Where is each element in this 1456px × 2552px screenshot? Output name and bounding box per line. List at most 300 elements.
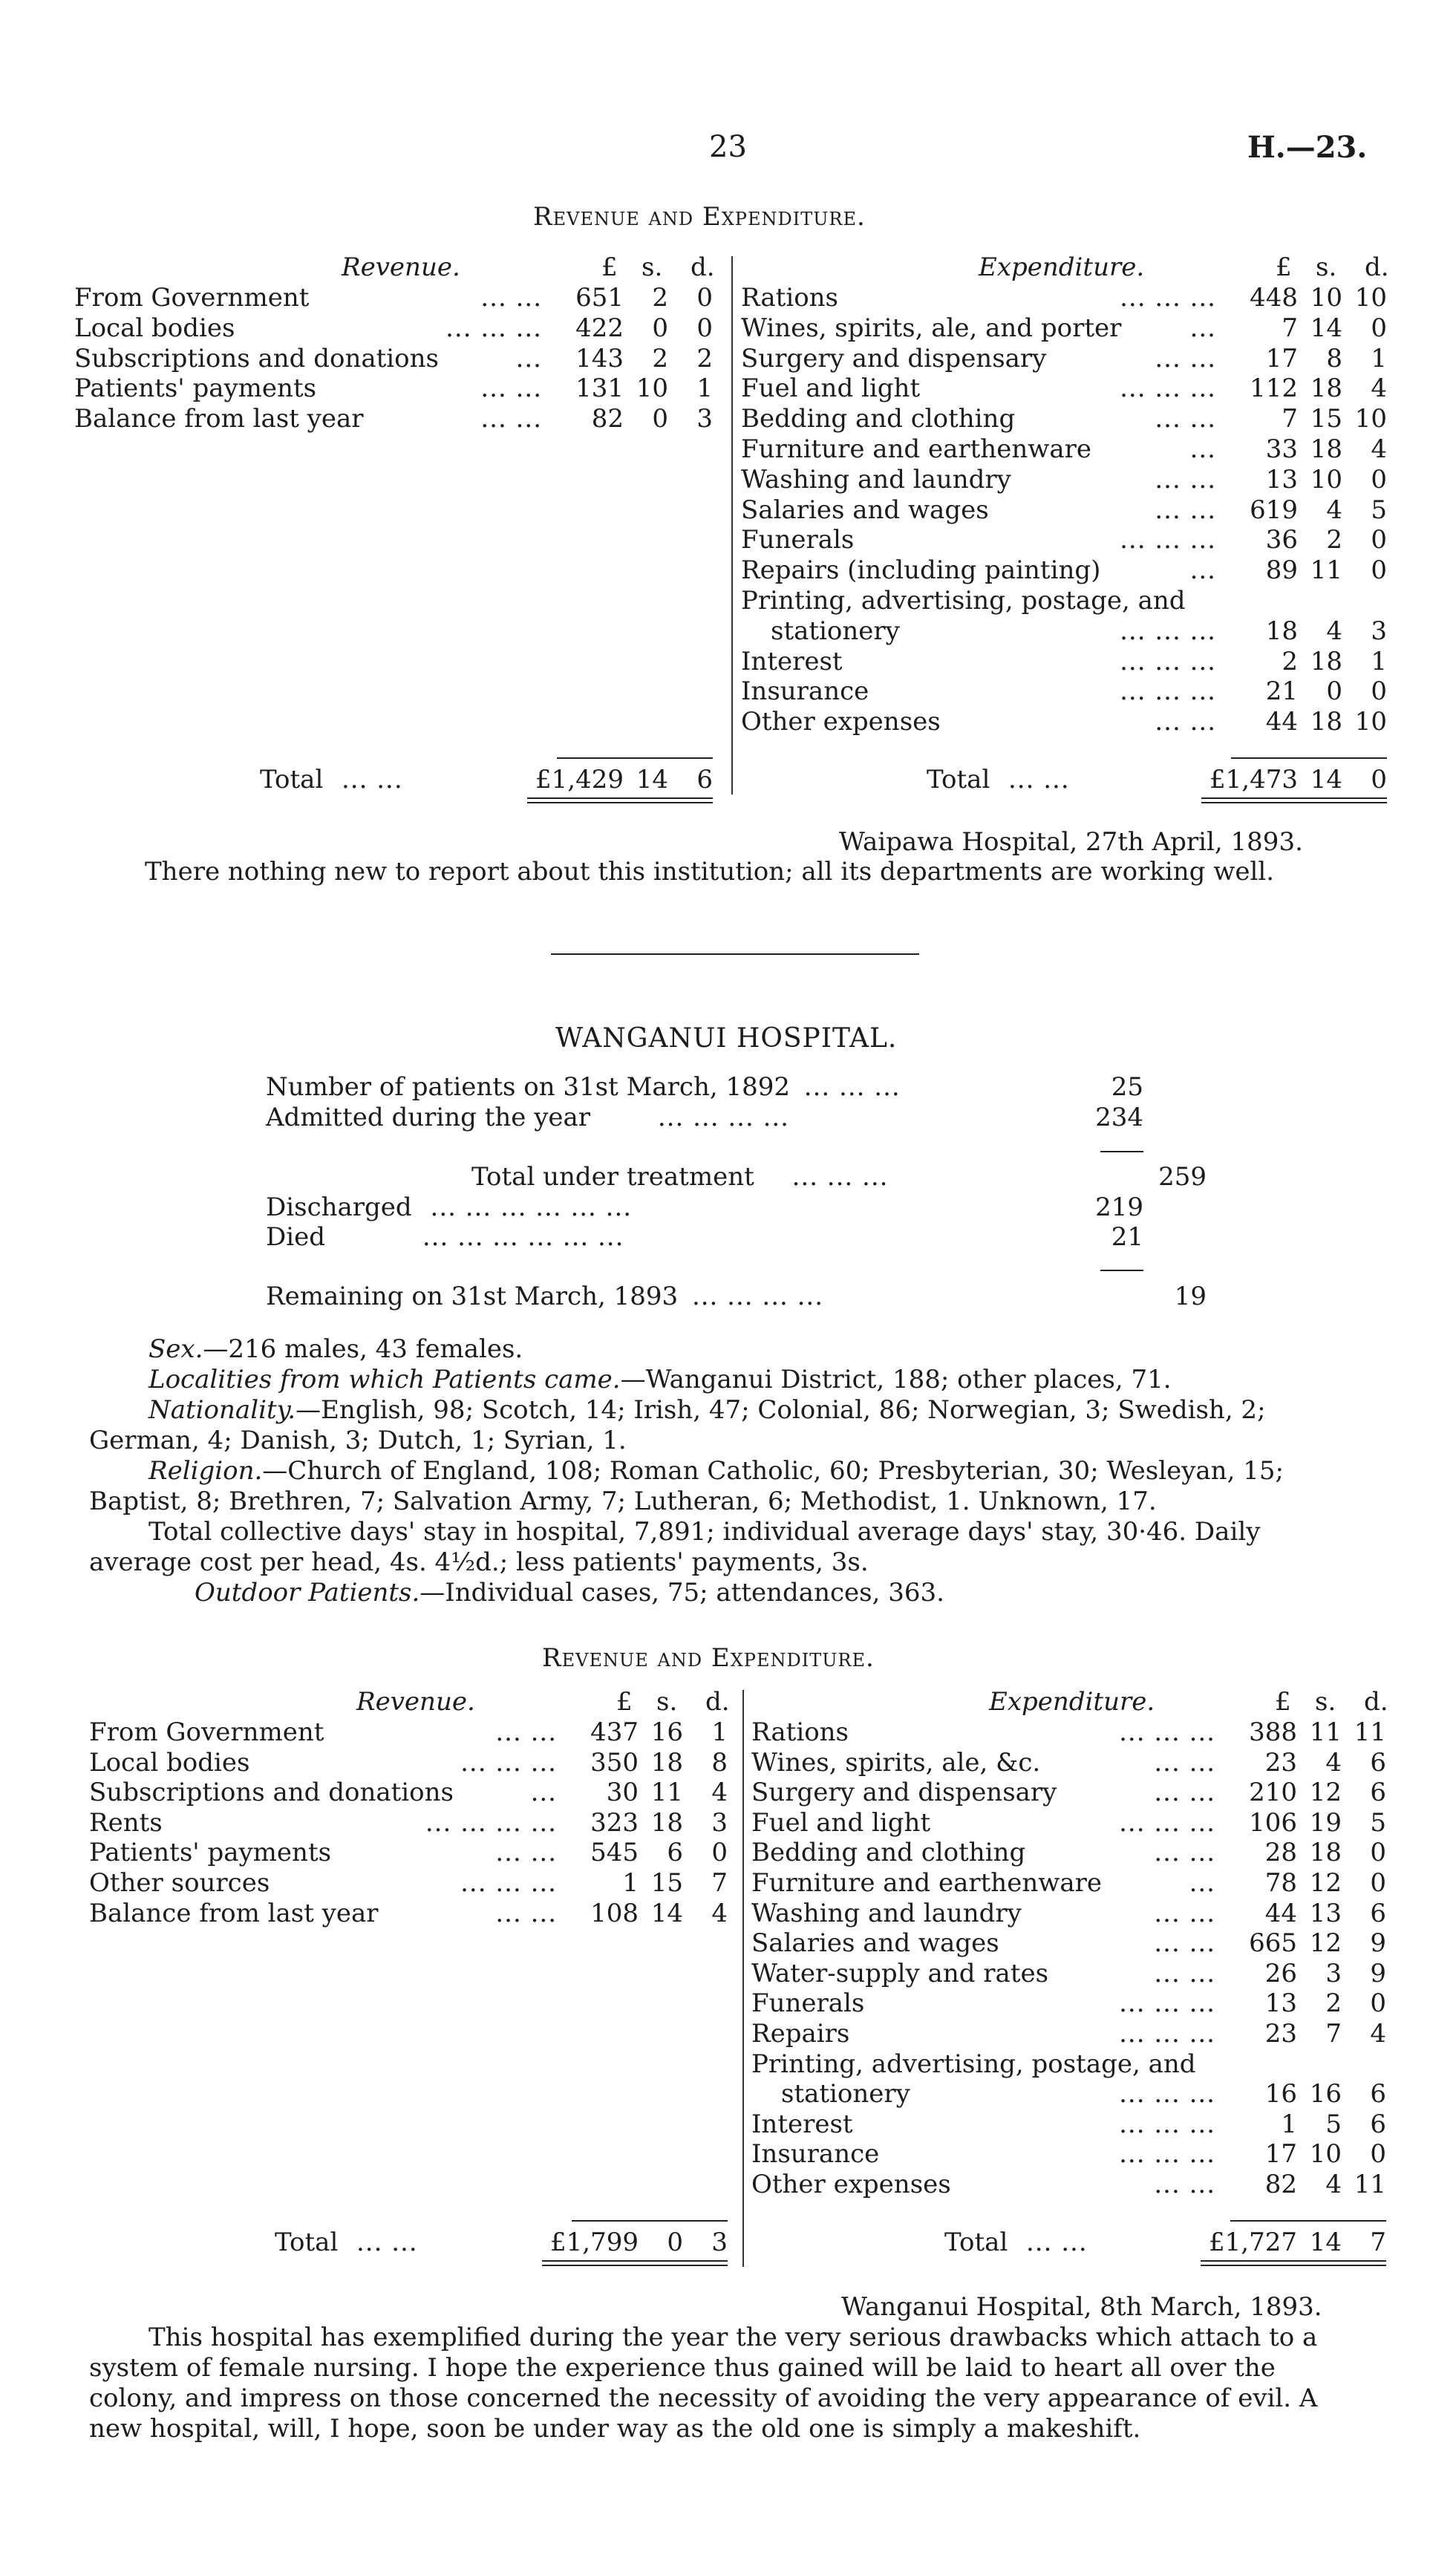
amount-pounds: 350 [590, 1747, 639, 1778]
amount-pounds: 13 [1265, 464, 1298, 495]
expenditure-heading: Expenditure. [979, 252, 1145, 282]
row-leader-dots: ... ... [1155, 464, 1216, 495]
amount-shillings: 12 [1309, 1868, 1342, 1898]
table-row [751, 2109, 1397, 2139]
waipawa-revenue-table [74, 252, 728, 802]
amount-pounds: 388 [1249, 1717, 1297, 1747]
column-header-pound: £ [616, 1687, 633, 1717]
row-leader-dots: ... [1189, 434, 1216, 464]
table-row [741, 313, 1394, 343]
revenue-heading: Revenue. [342, 252, 460, 282]
amount-shillings: 18 [1310, 707, 1342, 737]
amount-pence: 0 [1370, 1988, 1386, 2019]
amount-pence: 5 [1370, 1807, 1386, 1838]
table-row [751, 2019, 1397, 2049]
amount-shillings: 3 [1325, 1958, 1342, 1988]
total-double-rule [1201, 2265, 1386, 2266]
row-label: Balance from last year [89, 1898, 379, 1928]
row-leader-dots: ... ... [495, 1838, 557, 1868]
amount-shillings: 0 [1326, 676, 1342, 707]
total-pounds: £1,799 [550, 2228, 639, 2257]
row-label: Interest [741, 646, 843, 676]
total-double-rule [527, 802, 713, 803]
amount-shillings: 15 [1310, 404, 1342, 434]
amount-shillings: 4 [1326, 495, 1342, 525]
total-double-rule [542, 2265, 728, 2266]
wanganui-column-divider [742, 1690, 744, 2267]
row-label: Fuel and light [751, 1807, 931, 1838]
total-leader-dots: ... ... [1026, 2228, 1088, 2257]
row-leader-dots: ... ... ... [1119, 2139, 1215, 2170]
amount-pence: 4 [711, 1778, 728, 1808]
table-row [741, 434, 1394, 464]
amount-pounds: 28 [1264, 1838, 1297, 1868]
amount-shillings: 12 [1309, 1778, 1342, 1808]
row-label: Subscriptions and donations [89, 1778, 454, 1808]
page-number: 23 [709, 130, 747, 164]
amount-pounds: 143 [575, 343, 624, 373]
row-label: Repairs (including painting) [741, 555, 1101, 586]
amount-pence: 0 [1371, 525, 1387, 555]
amount-pence: 3 [696, 404, 713, 434]
table-row [751, 1928, 1397, 1958]
amount-pounds: 44 [1264, 1898, 1297, 1928]
total-label: Total [275, 2228, 339, 2257]
amount-pence: 2 [696, 343, 713, 373]
table-row [751, 1868, 1397, 1898]
table-row [751, 1988, 1397, 2018]
row-leader-dots: ... ... ... [1119, 2079, 1215, 2109]
amount-shillings: 10 [1309, 2139, 1342, 2170]
row-leader-dots: ... ... ... [1120, 616, 1216, 646]
amount-pounds: 323 [590, 1807, 639, 1838]
amount-pounds: 651 [575, 283, 624, 313]
column-header-s: s. [1316, 252, 1337, 282]
row-label: Insurance [751, 2139, 880, 2170]
waipawa-revenue-header [74, 252, 728, 282]
table-row [741, 555, 1394, 585]
stat-remaining: Remaining on 31st March, 1893 ... ... ... ... [266, 1282, 824, 1311]
row-leader-dots: ... ... [1154, 2170, 1215, 2199]
amount-shillings: 18 [1310, 373, 1342, 404]
table-row [74, 313, 728, 343]
amount-shillings: 16 [1309, 2079, 1342, 2109]
row-leader-dots: ... ... [495, 1898, 557, 1928]
row-leader-dots: ... ... ... [445, 313, 542, 343]
wanganui-signoff: Wanganui Hospital, 8th March, 1893. [841, 2292, 1322, 2322]
row-leader-dots: ... [515, 343, 542, 373]
row-leader-dots: ... ... [1155, 404, 1216, 434]
amount-pence: 0 [711, 1838, 728, 1868]
para-outdoor: Outdoor Patients.—Individual cases, 75; attendances, 363. [195, 1578, 944, 1608]
amount-shillings: 4 [1325, 1747, 1342, 1778]
wanganui-expenditure-table [751, 1687, 1397, 2274]
row-label: Other expenses [741, 707, 941, 737]
total-leader-dots: ... ... [342, 765, 403, 794]
amount-shillings: 6 [667, 1838, 683, 1868]
table-row [741, 647, 1394, 676]
row-label: Furniture and earthenware [751, 1868, 1102, 1898]
amount-shillings: 4 [1325, 2170, 1342, 2199]
row-label: Patients' payments [89, 1838, 332, 1868]
row-leader-dots: ... ... ... [460, 1868, 557, 1898]
amount-pence: 6 [1370, 2079, 1386, 2109]
amount-pounds: 437 [590, 1717, 639, 1747]
sum-rule [1230, 2220, 1386, 2222]
row-leader-dots: ... ... ... [1120, 525, 1216, 555]
amount-shillings: 18 [650, 1807, 683, 1838]
amount-shillings: 18 [1310, 646, 1342, 676]
amount-pence: 9 [1370, 1958, 1386, 1988]
sum-rule [1231, 757, 1387, 759]
row-leader-dots: ... ... [1155, 707, 1216, 737]
table-row [89, 1808, 735, 1838]
total-label: Total [927, 765, 990, 794]
row-label: stationery [771, 616, 900, 646]
amount-pence: 11 [1354, 2170, 1386, 2199]
amount-pounds: 30 [606, 1778, 639, 1808]
amount-shillings: 7 [1325, 2019, 1342, 2049]
waipawa-signoff: Waipawa Hospital, 27th April, 1893. [839, 827, 1303, 857]
amount-pounds: 422 [575, 313, 624, 343]
amount-pounds: 23 [1264, 1747, 1297, 1778]
row-label: Surgery and dispensary [741, 343, 1047, 373]
amount-pounds: 1 [622, 1868, 639, 1898]
total-leader-dots: ... ... [1008, 765, 1070, 794]
amount-pounds: 2 [1282, 646, 1298, 676]
row-leader-dots: ... ... [1154, 1928, 1215, 1959]
amount-pounds: 448 [1250, 283, 1298, 313]
row-leader-dots: ... ... [1154, 1778, 1215, 1808]
revenue-total-row [74, 765, 728, 794]
amount-shillings: 4 [1326, 616, 1342, 646]
row-leader-dots: ... ... [495, 1717, 557, 1747]
total-pence: 3 [711, 2228, 728, 2257]
table-row [741, 676, 1394, 706]
amount-shillings: 11 [650, 1778, 683, 1808]
table-row [741, 283, 1394, 313]
row-label: Bedding and clothing [741, 404, 1016, 434]
amount-shillings: 10 [1310, 283, 1342, 313]
total-label: Total [260, 765, 324, 794]
row-label: Other sources [89, 1868, 270, 1898]
table-row [89, 1868, 735, 1898]
amount-shillings: 11 [1310, 555, 1342, 586]
total-shillings: 14 [1310, 765, 1342, 794]
amount-pounds: 82 [591, 404, 624, 434]
amount-shillings: 16 [650, 1717, 683, 1747]
table-row [741, 344, 1394, 373]
row-leader-dots: ... ... ... [460, 1747, 557, 1778]
amount-pounds: 21 [1265, 676, 1298, 707]
row-label: Rents [89, 1807, 163, 1838]
row-leader-dots: ... ... ... ... [425, 1807, 557, 1838]
wanganui-remark-1: This hospital has exemplified during the year the very serious drawbacks which attach to a [148, 2323, 1318, 2352]
para-nationality-cont: German, 4; Danish, 3; Dutch, 1; Syrian, 1. [89, 1426, 627, 1455]
amount-shillings: 14 [1310, 313, 1342, 343]
row-label: Furniture and earthenware [741, 434, 1091, 464]
stat-total-treatment-value: 259 [1158, 1162, 1207, 1192]
row-label: Insurance [741, 676, 869, 707]
row-label: Other expenses [751, 2170, 951, 2199]
amount-pounds: 26 [1264, 1958, 1297, 1988]
table-row [741, 707, 1394, 737]
amount-pounds: 36 [1265, 525, 1298, 555]
amount-pence: 3 [711, 1807, 728, 1838]
row-label: Washing and laundry [741, 464, 1011, 495]
row-label: Local bodies [74, 313, 235, 343]
row-label: Printing, advertising, postage, and [751, 2049, 1196, 2079]
row-label: Patients' payments [74, 373, 317, 404]
table-row [751, 2170, 1397, 2199]
amount-shillings: 18 [1309, 1838, 1342, 1868]
stat-patients-start: Number of patients on 31st March, 1892 ... ... ... [266, 1072, 901, 1102]
amount-pence: 0 [696, 313, 713, 343]
amount-pence: 4 [1370, 2019, 1386, 2049]
column-header-s: s. [642, 252, 663, 282]
total-double-rule [527, 797, 713, 799]
stat-remaining-value: 19 [1174, 1282, 1207, 1311]
table-row [751, 1808, 1397, 1838]
waipawa-column-divider [731, 256, 733, 794]
waipawa-remark: There nothing new to report about this institution; all its departments are working well. [145, 857, 1275, 887]
para-days-stay-cont: average cost per head, 4s. 4½d.; less patients' payments, 3s. [89, 1547, 869, 1577]
amount-pounds: 1 [1281, 2109, 1297, 2139]
row-label: Water-supply and rates [751, 1958, 1049, 1988]
table-row [741, 465, 1394, 495]
table-row [89, 1838, 735, 1867]
wanganui-table-caption: Revenue and Expenditure. [542, 1643, 875, 1673]
total-pence: 6 [696, 765, 713, 794]
row-label: Interest [751, 2109, 853, 2139]
wanganui-remark-2: system of female nursing. I hope the experience thus gained will be laid to heart all over the [89, 2353, 1276, 2383]
table-row [74, 373, 728, 403]
para-nationality: Nationality.—English, 98; Scotch, 14; Irish, 47; Colonial, 86; Norwegian, 3; Swedish, 2; [148, 1395, 1266, 1425]
stat-died-value: 21 [1111, 1222, 1143, 1252]
amount-shillings: 2 [1326, 525, 1342, 555]
table-row [741, 495, 1394, 525]
wanganui-revenue-header [89, 1687, 735, 1717]
amount-pounds: 82 [1264, 2170, 1297, 2199]
table-row [751, 1959, 1397, 1988]
amount-pounds: 44 [1265, 707, 1298, 737]
row-leader-dots: ... ... [1155, 343, 1216, 373]
amount-pence: 0 [1371, 555, 1387, 586]
column-header-pound: £ [601, 252, 618, 282]
total-pence: 0 [1371, 765, 1387, 794]
amount-pence: 10 [1354, 707, 1387, 737]
row-label: Surgery and dispensary [751, 1778, 1057, 1808]
total-double-rule [542, 2260, 728, 2262]
para-localities: Localities from which Patients came.—Wanganui District, 188; other places, 71. [148, 1365, 1172, 1394]
total-double-rule [1201, 2260, 1386, 2262]
row-label: stationery [781, 2079, 910, 2109]
table-row [74, 283, 728, 313]
amount-shillings: 18 [1310, 434, 1342, 464]
amount-pence: 10 [1354, 404, 1387, 434]
amount-pounds: 108 [590, 1898, 639, 1928]
amount-pence: 3 [1371, 616, 1387, 646]
table-row [751, 1778, 1397, 1807]
row-label: Salaries and wages [751, 1928, 999, 1959]
row-label: Printing, advertising, postage, and [741, 586, 1186, 616]
row-label: From Government [89, 1717, 324, 1747]
para-sex: Sex.—216 males, 43 females. [148, 1334, 523, 1364]
total-shillings: 0 [667, 2228, 683, 2257]
row-leader-dots: ... ... ... [1119, 1807, 1215, 1838]
amount-pounds: 18 [1265, 616, 1298, 646]
column-header-d: d. [1365, 252, 1389, 282]
amount-pence: 4 [1371, 434, 1387, 464]
row-label: Wines, spirits, ale, and porter [741, 313, 1122, 343]
amount-pence: 0 [1370, 1838, 1386, 1868]
total-leader-dots: ... ... [356, 2228, 418, 2257]
total-label: Total [944, 2228, 1008, 2257]
expenditure-total-row [741, 765, 1394, 794]
sum-rule [572, 2220, 728, 2222]
amount-pence: 7 [711, 1868, 728, 1898]
row-label: Washing and laundry [751, 1898, 1022, 1928]
amount-pounds: 7 [1282, 313, 1298, 343]
table-row [751, 2139, 1397, 2169]
amount-pence: 4 [1371, 373, 1387, 404]
amount-pounds: 106 [1249, 1807, 1297, 1838]
waipawa-table-caption: Revenue and Expenditure. [533, 202, 866, 232]
total-double-rule [1201, 802, 1387, 803]
table-row [741, 404, 1394, 434]
row-leader-dots: ... ... [1154, 1898, 1215, 1928]
row-leader-dots: ... [1189, 555, 1216, 586]
stat-admitted-value: 234 [1095, 1103, 1143, 1132]
amount-shillings: 18 [650, 1747, 683, 1778]
row-leader-dots: ... ... ... [1120, 283, 1216, 313]
amount-pence: 1 [1371, 646, 1387, 676]
amount-shillings: 8 [1326, 343, 1342, 373]
amount-pounds: 78 [1264, 1868, 1297, 1898]
waipawa-expenditure-table [741, 252, 1394, 802]
wanganui-title: WANGANUI HOSPITAL. [555, 1023, 898, 1054]
table-row [741, 616, 1394, 646]
row-label: From Government [74, 283, 310, 313]
row-label: Subscriptions and donations [74, 343, 439, 373]
stat-total-treatment: Total under treatment ... ... ... [471, 1162, 889, 1192]
amount-pence: 9 [1370, 1928, 1386, 1959]
amount-pence: 4 [711, 1898, 728, 1928]
stat-died: Died ... ... ... ... ... ... [266, 1222, 624, 1252]
stat-rule-2 [1100, 1270, 1143, 1271]
amount-shillings: 10 [1310, 464, 1342, 495]
row-leader-dots: ... ... [480, 404, 542, 434]
row-leader-dots: ... ... ... [1120, 646, 1216, 676]
table-row [751, 1899, 1397, 1928]
amount-shillings: 13 [1309, 1898, 1342, 1928]
sum-rule [557, 757, 713, 759]
table-row [751, 1717, 1397, 1747]
table-row [89, 1717, 735, 1747]
amount-pounds: 16 [1264, 2079, 1297, 2109]
column-header-s: s. [656, 1687, 678, 1717]
amount-pounds: 7 [1282, 404, 1298, 434]
amount-shillings: 2 [1325, 1988, 1342, 2019]
table-row [751, 1748, 1397, 1778]
wanganui-remark-4: new hospital, will, I hope, soon be under way as the old one is simply a makeshift. [89, 2414, 1141, 2444]
amount-shillings: 2 [652, 283, 668, 313]
para-religion-cont: Baptist, 8; Brethren, 7; Salvation Army, 7; Lutheran, 6; Methodist, 1. Unknown, 17. [89, 1487, 1157, 1516]
amount-shillings: 5 [1325, 2109, 1342, 2139]
wanganui-revenue-table [89, 1687, 735, 2274]
amount-pence: 10 [1354, 283, 1387, 313]
amount-pounds: 89 [1265, 555, 1298, 586]
stat-admitted: Admitted during the year ... ... ... ... [266, 1103, 789, 1132]
revenue-heading: Revenue. [356, 1687, 475, 1717]
amount-pence: 0 [1370, 1868, 1386, 1898]
column-header-pound: £ [1275, 1687, 1291, 1717]
column-header-s: s. [1315, 1687, 1336, 1717]
row-leader-dots: ... ... ... [1120, 373, 1216, 404]
expenditure-total-row [751, 2228, 1397, 2257]
expenditure-heading: Expenditure. [989, 1687, 1155, 1717]
column-header-d: d. [691, 252, 715, 282]
amount-shillings: 11 [1309, 1717, 1342, 1747]
total-double-rule [1201, 797, 1387, 799]
row-label: Repairs [751, 2019, 850, 2049]
table-row [741, 373, 1394, 403]
stat-discharged-value: 219 [1095, 1192, 1143, 1222]
amount-shillings: 12 [1309, 1928, 1342, 1959]
table-row [89, 1778, 735, 1807]
stat-discharged: Discharged ... ... ... ... ... ... [266, 1192, 633, 1222]
waipawa-expenditure-header [741, 252, 1394, 282]
row-leader-dots: ... [530, 1778, 557, 1808]
row-label: Wines, spirits, ale, &c. [751, 1747, 1041, 1778]
row-leader-dots: ... ... ... [1119, 1988, 1215, 2019]
row-leader-dots: ... ... ... [1119, 2109, 1215, 2139]
para-religion: Religion.—Church of England, 108; Roman Catholic, 60; Presbyterian, 30; Wesleyan, 15; [148, 1456, 1284, 1486]
amount-pence: 0 [1371, 676, 1387, 707]
amount-shillings: 14 [650, 1898, 683, 1928]
column-header-d: d. [1364, 1687, 1388, 1717]
row-label: Local bodies [89, 1747, 250, 1778]
amount-pounds: 112 [1250, 373, 1298, 404]
amount-pence: 6 [1370, 1898, 1386, 1928]
row-label: Salaries and wages [741, 495, 989, 525]
amount-pence: 6 [1370, 1747, 1386, 1778]
row-label: Funerals [741, 525, 855, 555]
amount-pounds: 13 [1264, 1988, 1297, 2019]
amount-shillings: 0 [652, 313, 668, 343]
table-row [89, 1899, 735, 1928]
para-days-stay: Total collective days' stay in hospital, 7,891; individual average days' stay, 30·46. Daily [148, 1517, 1261, 1547]
row-leader-dots: ... [1189, 313, 1216, 343]
amount-shillings: 19 [1309, 1807, 1342, 1838]
amount-pence: 8 [711, 1747, 728, 1778]
row-leader-dots: ... ... [480, 373, 542, 404]
table-row [741, 586, 1394, 616]
amount-pence: 0 [696, 283, 713, 313]
amount-pounds: 33 [1265, 434, 1298, 464]
amount-pounds: 665 [1249, 1928, 1297, 1959]
document-code: H.—23. [1247, 130, 1368, 165]
section-divider [551, 953, 919, 955]
total-pounds: £1,473 [1209, 765, 1298, 794]
amount-pence: 0 [1371, 464, 1387, 495]
amount-pence: 5 [1371, 495, 1387, 525]
row-leader-dots: ... ... [1154, 1838, 1215, 1868]
table-row [741, 525, 1394, 555]
amount-pounds: 545 [590, 1838, 639, 1868]
row-label: Rations [741, 283, 839, 313]
stat-rule-1 [1100, 1151, 1143, 1152]
